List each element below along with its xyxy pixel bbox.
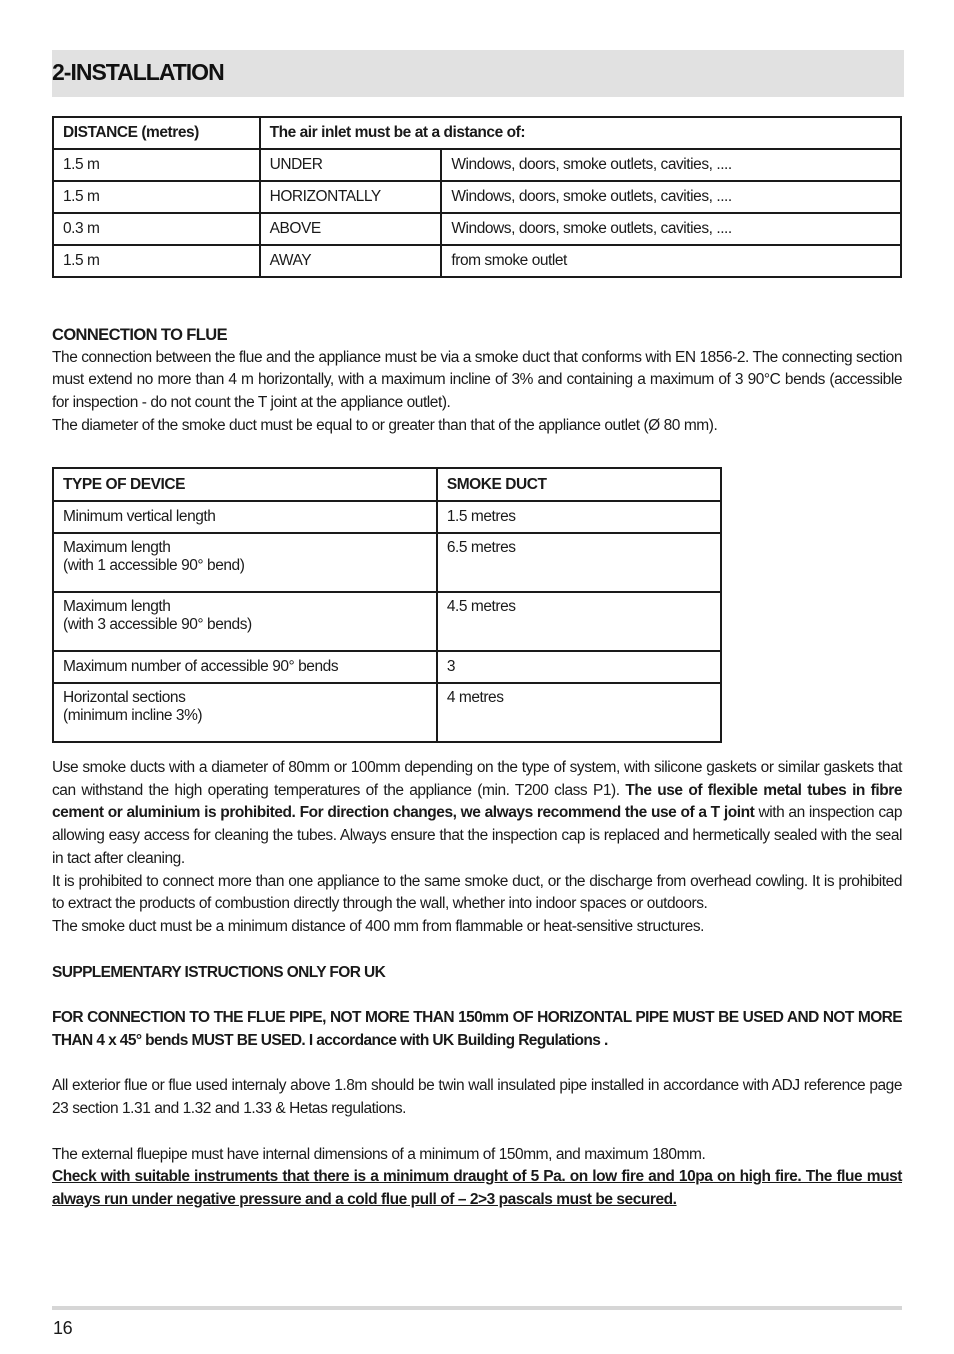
uk-heading: SUPPLEMENTARY ISTRUCTIONS ONLY FOR UK bbox=[52, 964, 386, 981]
uk-underlined-warning: Check with suitable instruments that there is a minimum draught of 5 Pa. on low fire and 10pa on high fire. The flue must always run under negative pressure and a cold flue pull of – 2>3 pascals must be secured. bbox=[52, 1168, 902, 1208]
cell-value: 4.5 metres bbox=[437, 592, 721, 651]
uk-bold-paragraph: FOR CONNECTION TO THE FLUE PIPE, NOT MORE THAN 150mm OF HORIZONTAL PIPE MUST BE USED AND NOT MORE THAN 4 x 45° bends MUST BE USED. I accordance with UK Building Regulations . bbox=[52, 1009, 902, 1050]
cell-from: Windows, doors, smoke outlets, cavities, .... bbox=[441, 181, 901, 213]
table-row bbox=[53, 533, 721, 592]
section-heading-flue: CONNECTION TO FLUE bbox=[52, 326, 227, 344]
header-cell-air-inlet: The air inlet must be at a distance of: bbox=[260, 117, 901, 149]
device-line-2: (minimum incline 3%) bbox=[63, 707, 203, 724]
device-line-1: Maximum length bbox=[63, 539, 171, 556]
usage-paragraph-1 bbox=[52, 757, 902, 871]
cell-position: HORIZONTALLY bbox=[260, 181, 442, 213]
cell-position: UNDER bbox=[260, 149, 442, 181]
cell-value: 6.5 metres bbox=[437, 533, 721, 592]
device-line-2: (with 1 accessible 90° bend) bbox=[63, 557, 245, 574]
device-line-1: Horizontal sections bbox=[63, 689, 186, 706]
table-row bbox=[53, 213, 901, 245]
section-header bbox=[52, 50, 904, 97]
cell-value: 3 bbox=[437, 651, 721, 683]
device-line-1: Maximum number of accessible 90° bends bbox=[63, 658, 339, 675]
cell-distance: 1.5 m bbox=[53, 149, 260, 181]
header-cell-smoke-duct: SMOKE DUCT bbox=[437, 468, 721, 501]
air-inlet-table bbox=[52, 116, 902, 278]
cell-distance: 1.5 m bbox=[53, 245, 260, 277]
cell-device bbox=[53, 683, 437, 742]
cell-device bbox=[53, 592, 437, 651]
table-header-row bbox=[53, 468, 721, 501]
uk-instructions-section bbox=[52, 962, 902, 1212]
table-row bbox=[53, 592, 721, 651]
cell-value: 1.5 metres bbox=[437, 501, 721, 533]
table-row bbox=[53, 245, 901, 277]
footer-divider bbox=[52, 1306, 902, 1310]
device-line-1: Maximum length bbox=[63, 598, 171, 615]
table-row bbox=[53, 149, 901, 181]
device-line-2: (with 3 accessible 90° bends) bbox=[63, 616, 252, 633]
table-row bbox=[53, 501, 721, 533]
cell-value: 4 metres bbox=[437, 683, 721, 742]
cell-position: ABOVE bbox=[260, 213, 442, 245]
cell-device bbox=[53, 651, 437, 683]
usage-paragraph-2: It is prohibited to connect more than one appliance to the same smoke duct, or the discharge from overhead cowling. It is prohibited to extract the products of combustion directly through the wall, whether into indoor spaces or outdoors. bbox=[52, 872, 902, 913]
cell-device bbox=[53, 533, 437, 592]
uk-paragraph-2: The external fluepipe must have internal dimensions of a minimum of 150mm, and maximum 180mm. bbox=[52, 1145, 706, 1163]
cell-from: from smoke outlet bbox=[441, 245, 901, 277]
page-title: 2-INSTALLATION bbox=[52, 59, 224, 85]
flue-paragraph-2: The diameter of the smoke duct must be equal to or greater than that of the appliance outlet (Ø 80 mm). bbox=[52, 416, 718, 434]
cell-from: Windows, doors, smoke outlets, cavities, .... bbox=[441, 213, 901, 245]
flue-paragraph-1: The connection between the flue and the appliance must be via a smoke duct that conforms with EN 1856-2. The connecting section must extend no more than 4 m horizontally, with a maximum incline of 3% and containing a maximum of 3 90°C bends (accessible for inspection - do not count the T joint at the appliance outlet). bbox=[52, 348, 902, 412]
usage-text-end: with an inspection cap allowing easy access for cleaning the tubes. Always ensure that the inspection cap is replaced and hermetically sealed with the seal in tact after cleaning. bbox=[52, 804, 903, 867]
cell-from: Windows, doors, smoke outlets, cavities, .... bbox=[441, 149, 901, 181]
uk-paragraph-1: All exterior flue or flue used internaly above 1.8m should be twin wall insulated pipe installed in accordance with ADJ reference page 23 section 1.31 and 1.32 and 1.33 & Hetas regulations. bbox=[52, 1077, 902, 1118]
header-cell-device: TYPE OF DEVICE bbox=[53, 468, 437, 501]
cell-distance: 0.3 m bbox=[53, 213, 260, 245]
table-row bbox=[53, 651, 721, 683]
table-header-row bbox=[53, 117, 901, 149]
usage-paragraph-3: The smoke duct must be a minimum distance of 400 mm from flammable or heat-sensitive structures. bbox=[52, 917, 704, 935]
cell-position: AWAY bbox=[260, 245, 442, 277]
page-number: 16 bbox=[53, 1318, 73, 1338]
device-line-1: Minimum vertical length bbox=[63, 508, 216, 525]
table-row bbox=[53, 683, 721, 742]
cell-device bbox=[53, 501, 437, 533]
smoke-duct-usage-section bbox=[52, 757, 902, 939]
smoke-duct-table bbox=[52, 467, 722, 743]
flue-connection-section bbox=[52, 324, 902, 438]
table-row bbox=[53, 181, 901, 213]
usage-text-bold: The use of flexible metal tubes in fibre cement or aluminium is prohibited. For direction changes, we always recommend the use of a T joint bbox=[52, 781, 902, 822]
header-cell-distance: DISTANCE (metres) bbox=[53, 117, 260, 149]
usage-text-start: Use smoke ducts with a diameter of 80mm or 100mm depending on the type of system, with silicone gaskets or similar gaskets that can withstand the high operating temperatures of the appliance (min. T200 class P1). bbox=[52, 759, 902, 799]
cell-distance: 1.5 m bbox=[53, 181, 260, 213]
